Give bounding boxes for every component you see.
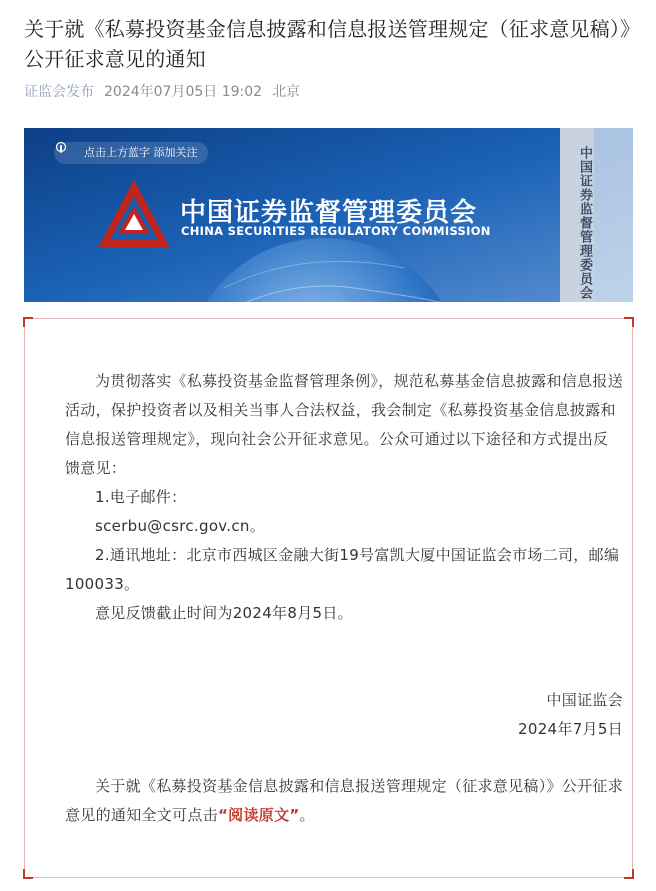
closing-paragraph <box>65 772 623 830</box>
article-source-link[interactable]: 证监会发布 <box>24 84 94 100</box>
intro-paragraph: 为贯彻落实《私募投资基金监督管理条例》，规范私募基金信息披露和信息报送活动，保护投资者以及相关当事人合法权益，我会制定《私募投资基金信息披露和信息报送管理规定》，现向社会公开征求意见。公众可通过以下途径和方式提出反馈意见： <box>65 372 624 477</box>
closing-text: 关于就《私募投资基金信息披露和信息报送管理规定（征求意见稿）》公开征求意见的通知全文可点击 <box>65 777 624 824</box>
building-sign: 中国证券监督管理委员会 <box>577 146 592 300</box>
frame-corner <box>23 317 33 327</box>
follow-hint <box>54 142 208 164</box>
mailing-address: 2.通讯地址：北京市西城区金融大街19号富凯大厦中国证监会市场二司，邮编100033。 <box>65 546 620 593</box>
org-name-cn: 中国证券监督管理委员会 <box>180 198 478 228</box>
article-meta <box>24 81 300 101</box>
signature-date: 2024年7月5日 <box>518 720 623 738</box>
article-datetime: 2024年07月05日 19:02 <box>104 84 263 100</box>
email-label: 1.电子邮件： <box>95 488 187 506</box>
article-title: 关于就《私募投资基金信息披露和信息报送管理规定（征求意见稿）》公开征求意见的通知 <box>24 17 631 71</box>
closing-period: 。 <box>299 806 315 824</box>
frame-corner <box>23 869 33 879</box>
article-content <box>65 367 623 830</box>
org-name-en: CHINA SECURITIES REGULATORY COMMISSION <box>181 224 491 238</box>
frame-corner <box>624 869 634 879</box>
email-address: scerbu@csrc.gov.cn。 <box>95 517 266 535</box>
follow-hint-text: 点击上方蓝字 添加关注 <box>84 146 198 159</box>
signature-org: 中国证监会 <box>546 691 623 709</box>
article-body-frame <box>24 318 633 878</box>
hand-pointer-icon <box>54 142 68 154</box>
csrc-banner-image <box>24 128 633 302</box>
deadline-paragraph: 意见反馈截止时间为2024年8月5日。 <box>95 604 353 622</box>
article-location: 北京 <box>272 84 301 100</box>
frame-corner <box>624 317 634 327</box>
read-original-link[interactable]: “阅读原文” <box>218 806 300 824</box>
